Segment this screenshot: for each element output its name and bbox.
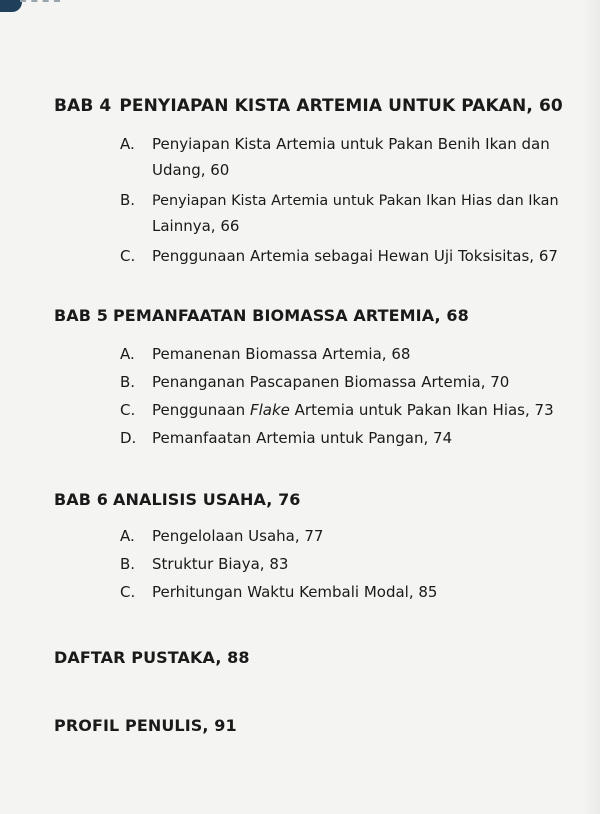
entry-letter: C. bbox=[120, 247, 136, 265]
chapter-title: PEMANFAATAN BIOMASSA ARTEMIA, 68 bbox=[112, 306, 469, 325]
entry-text: Struktur Biaya, 83 bbox=[152, 555, 289, 573]
toc-entry-5a[interactable] bbox=[120, 340, 580, 368]
chapter-heading-bab-5[interactable] bbox=[54, 306, 469, 325]
entry-text: Pemanfaatan Artemia untuk Pangan, 74 bbox=[152, 429, 453, 447]
entry-text-continued: Udang, 60 bbox=[152, 161, 230, 179]
toc-entry-4a[interactable] bbox=[120, 130, 580, 158]
chapter-number: BAB 5 bbox=[54, 306, 108, 325]
entry-letter: A. bbox=[120, 345, 135, 363]
entry-text: Pemanenan Biomassa Artemia, 68 bbox=[152, 345, 411, 363]
entry-letter: B. bbox=[120, 373, 136, 391]
entry-letter: D. bbox=[120, 429, 137, 447]
entry-letter: B. bbox=[120, 555, 136, 573]
entry-text-prefix: Penggunaan bbox=[152, 401, 250, 419]
entry-text bbox=[152, 401, 554, 419]
heading-profil-penulis[interactable] bbox=[54, 716, 237, 735]
toc-entry-4b[interactable] bbox=[120, 186, 580, 215]
entry-text-suffix: Artemia untuk Pakan Ikan Hias, 73 bbox=[289, 401, 554, 419]
chapter-title: ANALISIS USAHA, 76 bbox=[112, 490, 301, 509]
entry-letter: A. bbox=[120, 135, 135, 153]
entry-text: Penyiapan Kista Artemia untuk Pakan Ikan Hias dan Ikan bbox=[152, 193, 559, 209]
toc-entry-6c[interactable] bbox=[120, 578, 580, 606]
entry-text: Penggunaan Artemia sebagai Hewan Uji Toksisitas, 67 bbox=[152, 247, 558, 265]
toc-entry-5d[interactable] bbox=[120, 424, 580, 452]
entry-text-emphasis: Flake bbox=[249, 401, 290, 419]
entry-letter: C. bbox=[120, 583, 136, 601]
entry-text: Perhitungan Waktu Kembali Modal, 85 bbox=[152, 583, 438, 601]
entry-letter: A. bbox=[120, 527, 135, 545]
toc-entry-5b[interactable] bbox=[120, 368, 580, 396]
entry-letter: C. bbox=[120, 401, 136, 419]
chapter-title: PENYIAPAN KISTA ARTEMIA UNTUK PAKAN, 60 bbox=[119, 96, 563, 116]
heading-daftar-pustaka[interactable] bbox=[54, 648, 250, 667]
chapter-number: BAB 6 bbox=[54, 490, 108, 509]
chapter-number: BAB 4 bbox=[54, 96, 112, 116]
entry-text: Penanganan Pascapanen Biomassa Artemia, 70 bbox=[152, 373, 510, 391]
section-title: PROFIL PENULIS, 91 bbox=[54, 716, 237, 735]
toc-entry-4c[interactable] bbox=[120, 242, 580, 270]
chapter-heading-bab-6[interactable] bbox=[54, 490, 301, 509]
chapter-heading-bab-4[interactable] bbox=[54, 96, 563, 116]
toc-entry-6a[interactable] bbox=[120, 522, 580, 550]
entry-text: Pengelolaan Usaha, 77 bbox=[152, 527, 324, 545]
toc-entry-5c[interactable] bbox=[120, 396, 580, 424]
toc-entry-6b[interactable] bbox=[120, 550, 580, 578]
section-title: DAFTAR PUSTAKA, 88 bbox=[54, 648, 250, 667]
entry-letter: B. bbox=[120, 191, 136, 209]
entry-text-continued: Lainnya, 66 bbox=[152, 217, 240, 235]
entry-text: Penyiapan Kista Artemia untuk Pakan Benih Ikan dan bbox=[152, 135, 550, 153]
